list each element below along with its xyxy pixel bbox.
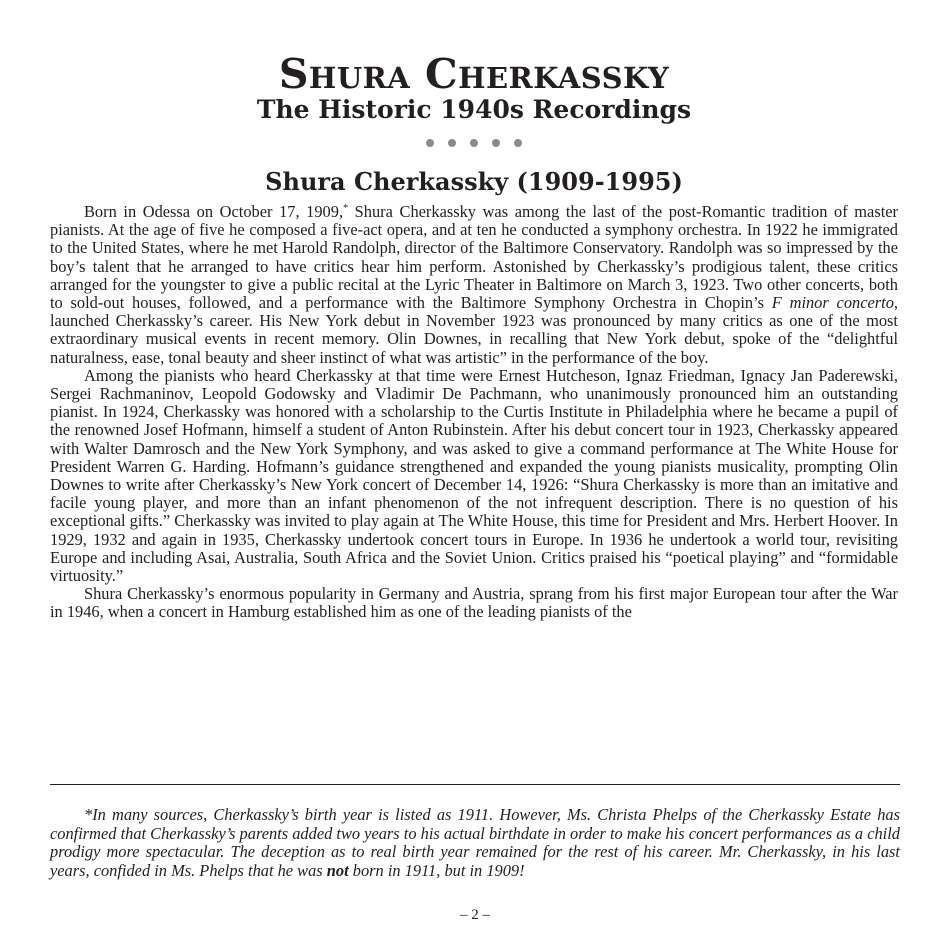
footnote-text-a: *In many sources, Cherkassky’s birth year is listed as 1911. However, Ms. Christa Phelps of the Cherkassky Estate has confirmed that Cherkassky’s parents added two years to his actual birthdate in order to make his concert performances as a child prodigy more spectacular. The deception as to real birth year remained for the rest of his career. Mr. Cherkassky, in his last years, confided in Ms. Phelps that he was: [50, 805, 900, 880]
ornament-dot: [492, 139, 500, 147]
footnote-divider: [50, 784, 900, 785]
document-title: Shura Cherkassky: [278, 50, 670, 98]
ornament-dots: [50, 137, 898, 149]
paragraph-1-text-b: launched Cherkassky’s career. His New York debut in November 1923 was pronounced by many critics as one of the most extraordinary musical events in recent memory. Olin Downes, in recalling that New York debut, spoke of the “delightful naturalness, ease, tonal beauty and sheer instinct of what was artistic” in the performance of the boy.: [50, 311, 898, 367]
paragraph-3: Shura Cherkassky’s enormous popularity in Germany and Austria, sprang from his first major European tour after the War in 1946, when a concert in Hamburg established him as one of the leading pianists of the: [50, 584, 898, 622]
work-title: F minor concerto,: [771, 293, 898, 313]
document-subtitle: The Historic 1940s Recordings: [256, 95, 692, 124]
footnote-marker: *: [343, 203, 349, 214]
footnote: [50, 806, 900, 880]
ornament-dot: [514, 139, 522, 147]
paragraph-1: [50, 203, 898, 367]
paragraph-2: Among the pianists who heard Cherkassky at that time were Ernest Hutcheson, Ignaz Friedman, Ignacy Jan Paderewski, Sergei Rachmaninov, Leopold Godowsky and Vladimir De Pachmann, who unanimously pronounced him an outstanding pianist. In 1924, Cherkassky was honored with a scholarship to the Curtis Institute in Philadelphia where he became a pupil of the renowned Josef Hofmann, himself a student of Anton Rubinstein. After his debut concert tour in 1923, Cherkassky appeared with Walter Damrosch and the New York Symphony, and was asked to give a command performance at The White House for President Warren G. Harding. Hofmann’s guidance strengthened and expanded the young pianists musicality, prompting Olin Downes to write after Cherkassky’s New York concert of December 14, 1926: “Shura Cherkassky is more than an imitative and facile young player, and more than an infant phenomenon of the not infrequent description. There is no question of his exceptional gifts.” Cherkassky was invited to play again at The White House, this time for President and Mrs. Herbert Hoover. In 1929, 1932 and again in 1935, Cherkassky undertook concert tours in Europe. In 1936 he undertook a world tour, revisiting Europe and including Asai, Australia, South Africa and the Soviet Union. Critics praised his “poetical playing” and “formidable virtuosity.”: [50, 365, 898, 586]
footnote-text-b: born in 1911, but in 1909!: [348, 860, 525, 880]
section-heading: Shura Cherkassky (1909-1995): [265, 167, 683, 196]
ornament-dot: [470, 139, 478, 147]
ornament-dot: [426, 139, 434, 147]
ornament-dot: [448, 139, 456, 147]
article-body: [50, 203, 898, 622]
page-number: – 2 –: [460, 907, 490, 923]
paragraph-1-lead: Born in Odessa on October 17, 1909,: [84, 202, 344, 221]
footnote-emphasis: not: [326, 860, 349, 880]
paragraph-1-text-a: Shura Cherkassky was among the last of the post-Romantic tradition of master pianists. At the age of five he composed a five-act opera, and at ten he conducted a symphony orchestra. In 1922 he immigrated to the United States, where he met Harold Randolph, director of the Baltimore Conservatory. Randolph was so impressed by the boy’s talent that he arranged to have critics hear him perform. Astonished by Cherkassky’s prodigious talent, these critics arranged for the youngster to give a public recital at the Lyric Theater in Baltimore on March 3, 1923. Two other concerts, both to sold-out houses, followed, and a performance with the Baltimore Symphony Orchestra in Chopin’s: [50, 202, 898, 313]
